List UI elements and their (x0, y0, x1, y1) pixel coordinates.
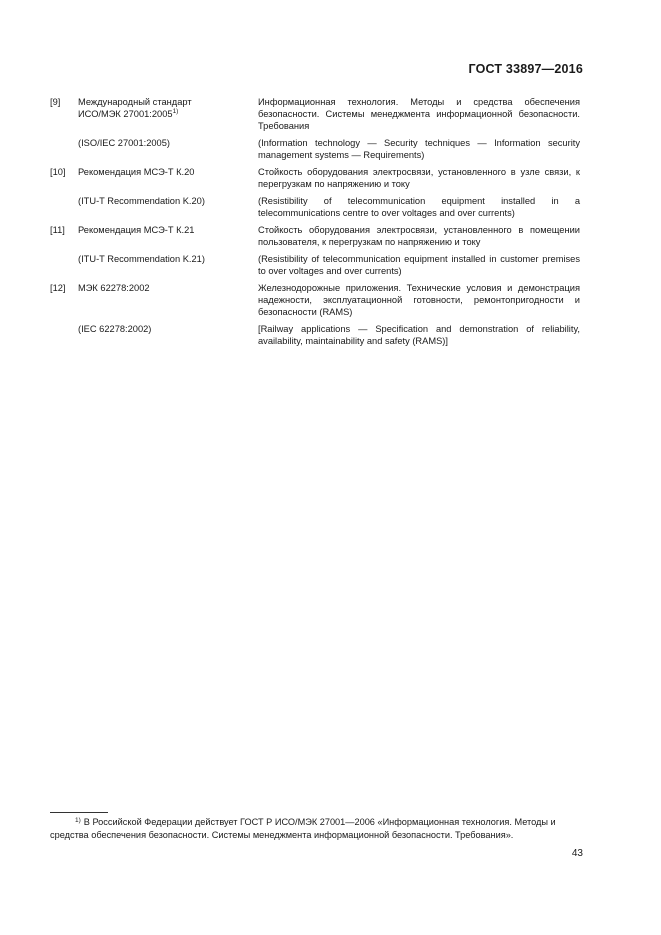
references-list (50, 96, 580, 347)
reference-alt-title: [Railway applications — Specification and demonstration of reliability, availability, maintainability and safety (RAMS)] (258, 324, 580, 346)
reference-entry-9-alt (50, 137, 580, 161)
reference-alt-title: (Resistibility of telecommunication equipment installed in customer premises to over voltages and over currents) (258, 254, 580, 276)
source-line: ИСО/МЭК 27001:2005 (78, 109, 173, 119)
footnote (50, 816, 580, 842)
reference-alt-title: (Resistibility of telecommunication equipment installed in a telecommunications centre to over voltages and over currents) (258, 196, 580, 218)
footnote-separator (50, 812, 108, 813)
reference-alt-source: (IEC 62278:2002) (78, 324, 152, 334)
reference-title: Стойкость оборудования электросвязи, установленного в помещении пользователя, к перегрузкам по напряжению и току (258, 225, 580, 247)
reference-alt-source: (ISO/IEC 27001:2005) (78, 138, 170, 148)
reference-title: Стойкость оборудования электросвязи, установленного в узле связи, к перегрузкам по напряжению и току (258, 167, 580, 189)
reference-entry-9 (50, 96, 580, 132)
reference-source (78, 96, 253, 120)
footnote-marker: 1) (172, 108, 179, 115)
document-header: ГОСТ 33897—2016 (468, 62, 583, 76)
reference-title: Железнодорожные приложения. Технические условия и демонстрация надежности, эксплуатационной готовности, ремонтопригодности и безопасности (RAMS) (258, 283, 580, 317)
reference-alt-source: (ITU-T Recommendation K.20) (78, 196, 205, 206)
reference-entry-12-alt (50, 323, 580, 347)
footnote-text: В Российской Федерации действует ГОСТ Р ИСО/МЭК 27001—2006 «Информационная технология. Методы и средства обеспечения безопасности. Системы менеджмента информационной безопасности. Требования». (50, 817, 556, 840)
reference-entry-10-alt (50, 195, 580, 219)
page-number: 43 (571, 848, 583, 859)
reference-entry-11 (50, 224, 580, 248)
reference-alt-source: (ITU-T Recommendation K.21) (78, 254, 205, 264)
reference-entry-11-alt (50, 253, 580, 277)
reference-source: Рекомендация МСЭ-Т К.21 (78, 225, 195, 235)
reference-number: [12] (50, 283, 66, 293)
reference-alt-title: (Information technology — Security techniques — Information security management systems — Requirements) (258, 138, 580, 160)
source-line: Международный стандарт (78, 97, 192, 107)
reference-number: [11] (50, 225, 65, 235)
reference-source: Рекомендация МСЭ-Т К.20 (78, 167, 195, 177)
footnote-marker: 1) (75, 817, 81, 824)
reference-title: Информационная технология. Методы и средства обеспечения безопасности. Системы менеджмента информационной безопасности. Требования (258, 97, 580, 131)
reference-number: [9] (50, 97, 61, 107)
reference-entry-10 (50, 166, 580, 190)
reference-entry-12 (50, 282, 580, 318)
reference-number: [10] (50, 167, 66, 177)
reference-source: МЭК 62278:2002 (78, 283, 150, 293)
